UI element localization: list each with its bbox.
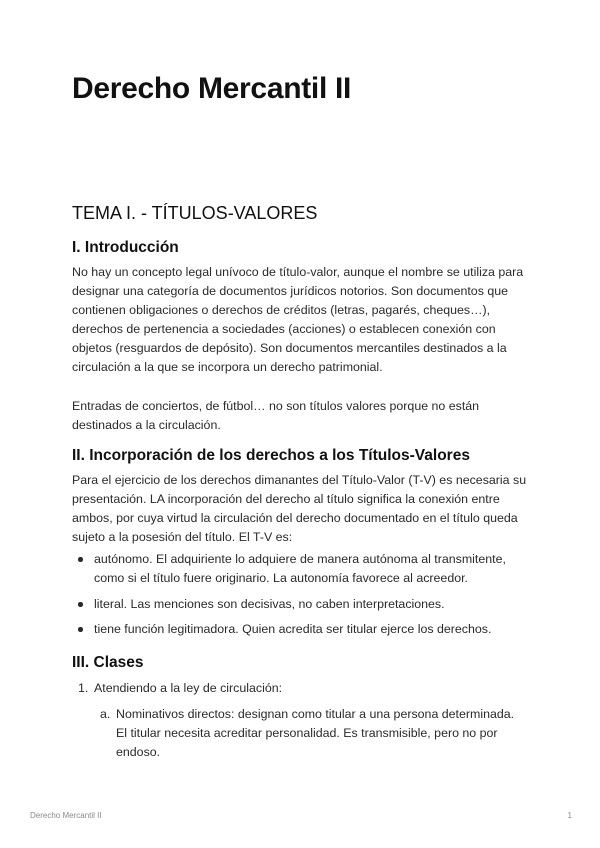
intro-heading: I. Introducción <box>72 239 179 256</box>
classes-heading: III. Clases <box>72 654 144 671</box>
list-item-text: Atendiendo a la ley de circulación: <box>94 681 283 695</box>
list-item-text: Nominativos directos: designan como titular a una persona determinada. El titular necesita acreditar personalidad. Es transmisible, pero no por endoso. <box>116 707 515 759</box>
document-title: Derecho Mercantil II <box>72 72 352 105</box>
bullet-text: autónomo. El adquiriente lo adquiere de manera autónoma al transmitente, como si el título fuere originario. La autonomía favorece al acreedor. <box>94 552 506 585</box>
bullet-text: tiene función legitimadora. Quien acredita ser titular ejerce los derechos. <box>94 622 492 636</box>
bullet-dot-icon <box>78 602 83 607</box>
list-number: 1. <box>78 681 89 695</box>
bullet-text: literal. Las menciones son decisivas, no caben interpretaciones. <box>94 597 445 611</box>
list-letter: a. <box>100 707 111 721</box>
bullet-dot-icon <box>78 557 83 562</box>
section-title: TEMA I. - TÍTULOS-VALORES <box>72 203 318 223</box>
footer-document-title: Derecho Mercantil II <box>30 811 102 820</box>
footer-page-number: 1 <box>567 811 572 820</box>
intro-paragraph-1: No hay un concepto legal unívoco de título-valor, aunque el nombre se utiliza para designar una categoría de documentos jurídicos notorios. Son documentos que contienen obligaciones o derechos de créditos (letras, pagarés, cheques…), derechos de pertenencia a sociedades (acciones) o establecen conexión con objetos (resguardos de depósito). Son documentos mercantiles destinados a la circulación a la que se incorpora un derecho patrimonial. <box>72 265 524 374</box>
intro-paragraph-2: Entradas de conciertos, de fútbol… no son títulos valores porque no están destinados a la circulación. <box>72 399 480 432</box>
bullet-dot-icon <box>78 627 83 632</box>
incorporation-heading: II. Incorporación de los derechos a los Títulos-Valores <box>72 447 470 464</box>
incorporation-paragraph: Para el ejercicio de los derechos dimanantes del Título-Valor (T-V) es necesaria su presentación. LA incorporación del derecho al título significa la conexión entre ambos, por cuya virtud la circulación del derecho documentado en el título queda sujeto a la posesión del título. El T-V es: <box>72 473 527 544</box>
